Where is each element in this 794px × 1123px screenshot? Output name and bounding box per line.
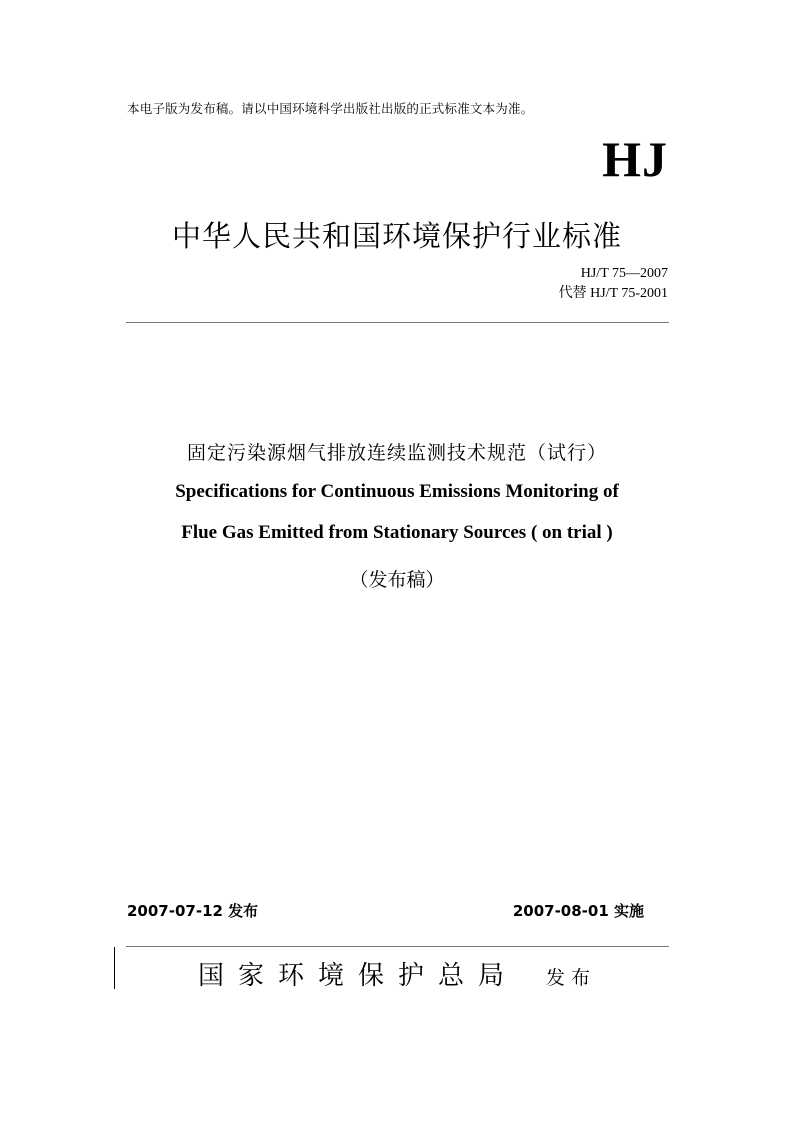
electronic-version-notice: 本电子版为发布稿。请以中国环境科学出版社出版的正式标准文本为准。 (127, 101, 534, 116)
document-title-english-line1: Specifications for Continuous Emissions Monitoring of (175, 481, 619, 502)
hj-logo: HJ (602, 131, 668, 187)
standard-number-block (559, 264, 668, 304)
standard-number: HJ/T 75—2007 (580, 266, 668, 281)
replaces-standard: 代替 HJ/T 75-2001 (558, 286, 668, 301)
document-title-english-line2: Flue Gas Emitted from Stationary Sources ( on trial ) (181, 522, 613, 543)
draft-status: （发布稿） (349, 569, 445, 591)
standard-category-title: 中华人民共和国环境保护行业标准 (171, 219, 622, 253)
left-margin-bar (114, 947, 115, 989)
bottom-divider (126, 946, 669, 947)
document-title-chinese: 固定污染源烟气排放连续监测技术规范（试行） (186, 442, 607, 464)
issue-date: 2007-07-12 发布 (127, 902, 259, 920)
top-divider (126, 322, 669, 323)
issuing-authority: 国家环境保护总局 (198, 961, 519, 991)
effective-date: 2007-08-01 实施 (512, 902, 644, 920)
issuing-authority-suffix: 发布 (546, 967, 597, 989)
